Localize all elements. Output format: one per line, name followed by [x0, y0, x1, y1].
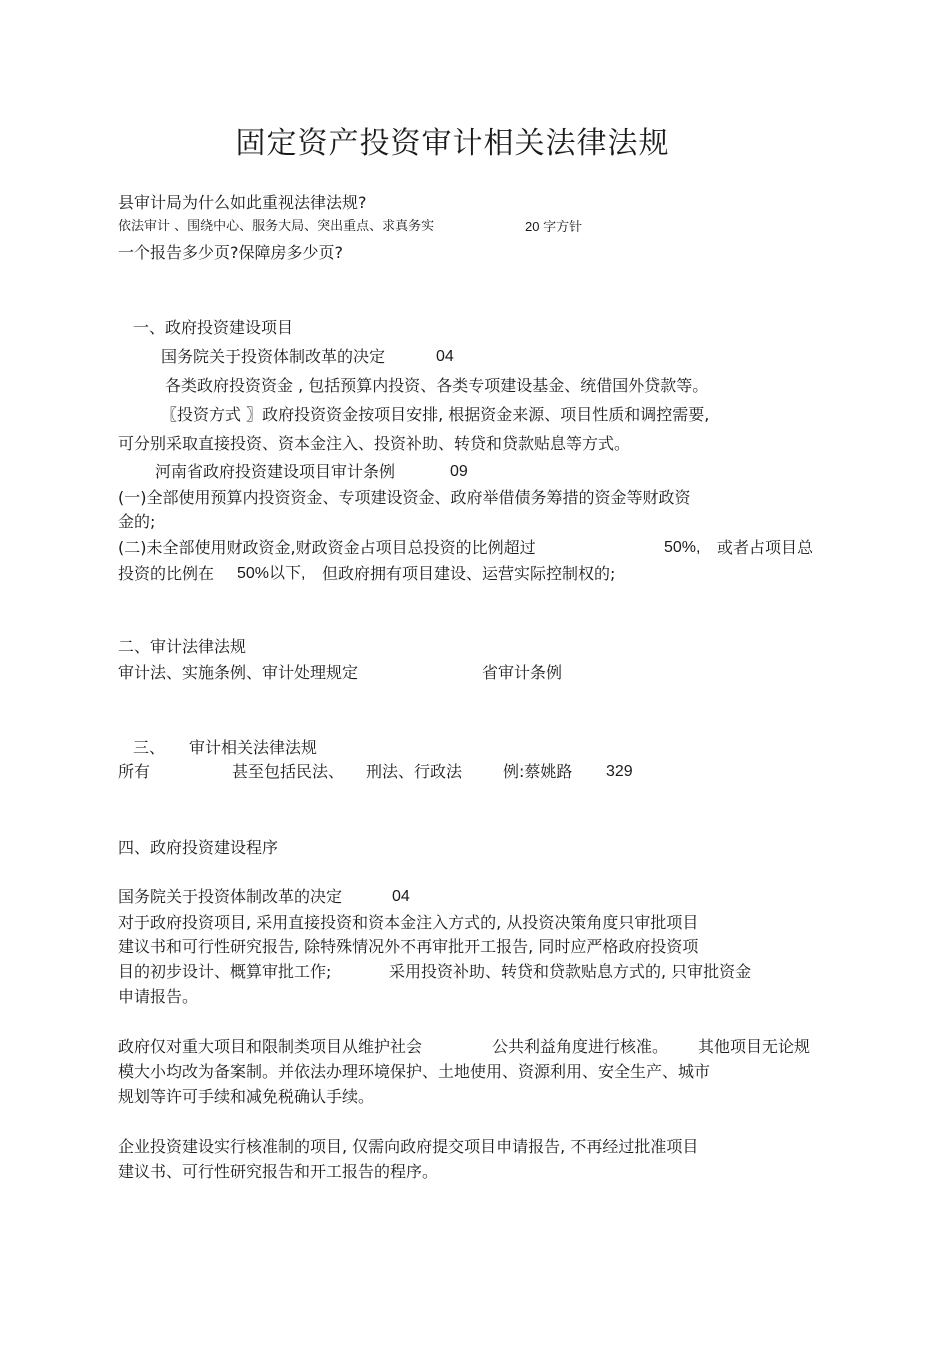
section-1-paragraph-2-line-1: 〖投资方式 〗政府投资资金按项目安排, 根据资金来源、项目性质和调控需要, — [161, 405, 710, 424]
section-4-paragraph-2-line-1: 政府仅对重大项目和限制类项目从维护社会 — [118, 1037, 423, 1056]
section-4-paragraph-1-line-4: 申请报告。 — [118, 987, 199, 1006]
section-4-paragraph-1-line-2: 建议书和可行性研究报告, 除特殊情况外不再审批开工报告, 同时应严格政府投资项 — [118, 937, 699, 956]
section-4-paragraph-2-line-1-tail: 其他项目无论规 — [698, 1037, 811, 1056]
section-4-paragraph-2-line-1-mid: 公共利益角度进行核准。 — [492, 1037, 669, 1056]
section-1-clause-2-line-1-tail: 或者占项目总 — [717, 538, 814, 557]
section-1-clause-2-line-2-head: 投资的比例在 — [118, 564, 215, 583]
section-4-reference-number: 04 — [392, 888, 410, 905]
section-4-paragraph-2-line-2: 模大小均改为备案制。并依法办理环境保护、土地使用、资源利用、安全生产、城市 — [118, 1062, 711, 1081]
section-4-reference: 国务院关于投资体制改革的决定 — [118, 887, 343, 906]
section-2-line-a: 审计法、实施条例、审计处理规定 — [118, 663, 359, 682]
section-4-paragraph-3-line-1: 企业投资建设实行核准制的项目, 仅需向政府提交项目申请报告, 不再经过批准项目 — [118, 1137, 699, 1156]
section-1-clause-1-line-2: 金的; — [118, 512, 156, 531]
document-title: 固定资产投资审计相关法律法规 — [235, 126, 670, 161]
section-2-heading: 二、审计法律法规 — [118, 637, 247, 656]
section-3-word-3: 刑法、行政法 — [366, 762, 463, 781]
section-1-reference-2-number: 09 — [450, 463, 468, 480]
section-4-paragraph-2-line-3: 规划等许可手续和减免税确认手续。 — [118, 1087, 375, 1106]
section-4-paragraph-1-line-1: 对于政府投资项目, 采用直接投资和资本金注入方式的, 从投资决策角度只审批项目 — [118, 913, 699, 932]
section-2-line-b: 省审计条例 — [482, 663, 563, 682]
section-4-paragraph-3-line-2: 建议书、可行性研究报告和开工报告的程序。 — [118, 1162, 439, 1181]
section-3-heading-text: 审计相关法律法规 — [189, 738, 318, 757]
section-1-heading: 一、政府投资建设项目 — [133, 318, 294, 337]
intro-question-2: 一个报告多少页?保障房多少页? — [118, 243, 343, 262]
intro-question: 县审计局为什么如此重视法律法规? — [118, 193, 367, 212]
section-3-word-2: 甚至包括民法、 — [232, 762, 345, 781]
section-3-word-5: 329 — [606, 763, 633, 780]
intro-motto: 依法审计 、围绕中心、服务大局、突出重点、求真务实 — [118, 219, 435, 234]
section-4-heading: 四、政府投资建设程序 — [118, 838, 279, 857]
intro-motto-tag: 20 字方针 — [525, 219, 583, 234]
section-3-word-4: 例:蔡姚路 — [503, 762, 573, 781]
section-4-paragraph-1-line-3-tail: 采用投资补助、转贷和贷款贴息方式的, 只审批资金 — [389, 962, 752, 981]
section-3-heading-number: 三、 — [133, 738, 166, 757]
section-1-clause-2-line-1: (二)未全部使用财政资金,财政资金占项目总投资的比例超过 — [118, 538, 536, 557]
section-1-clause-1-line-1: (一)全部使用预算内投资资金、专项建设资金、政府举借债务筹措的资金等财政资 — [118, 488, 691, 507]
section-1-paragraph-2-line-2: 可分别采取直接投资、资本金注入、投资补助、转贷和贷款贴息等方式。 — [118, 434, 631, 453]
section-1-reference-1: 国务院关于投资体制改革的决定 — [161, 347, 386, 366]
section-1-reference-2: 河南省政府投资建设项目审计条例 — [155, 462, 396, 481]
section-1-clause-2-line-2-percent: 50%以下, — [237, 565, 306, 582]
section-1-reference-1-number: 04 — [436, 348, 454, 365]
section-1-clause-2-line-2-tail: 但政府拥有项目建设、运营实际控制权的; — [322, 564, 616, 583]
section-4-paragraph-1-line-3: 目的初步设计、概算审批工作; — [118, 962, 332, 981]
section-3-word-1: 所有 — [118, 762, 151, 781]
section-1-clause-2-percent: 50%, — [664, 539, 701, 556]
section-1-paragraph-1: 各类政府投资资金 , 包括预算内投资、各类专项建设基金、统借国外贷款等。 — [165, 376, 709, 395]
